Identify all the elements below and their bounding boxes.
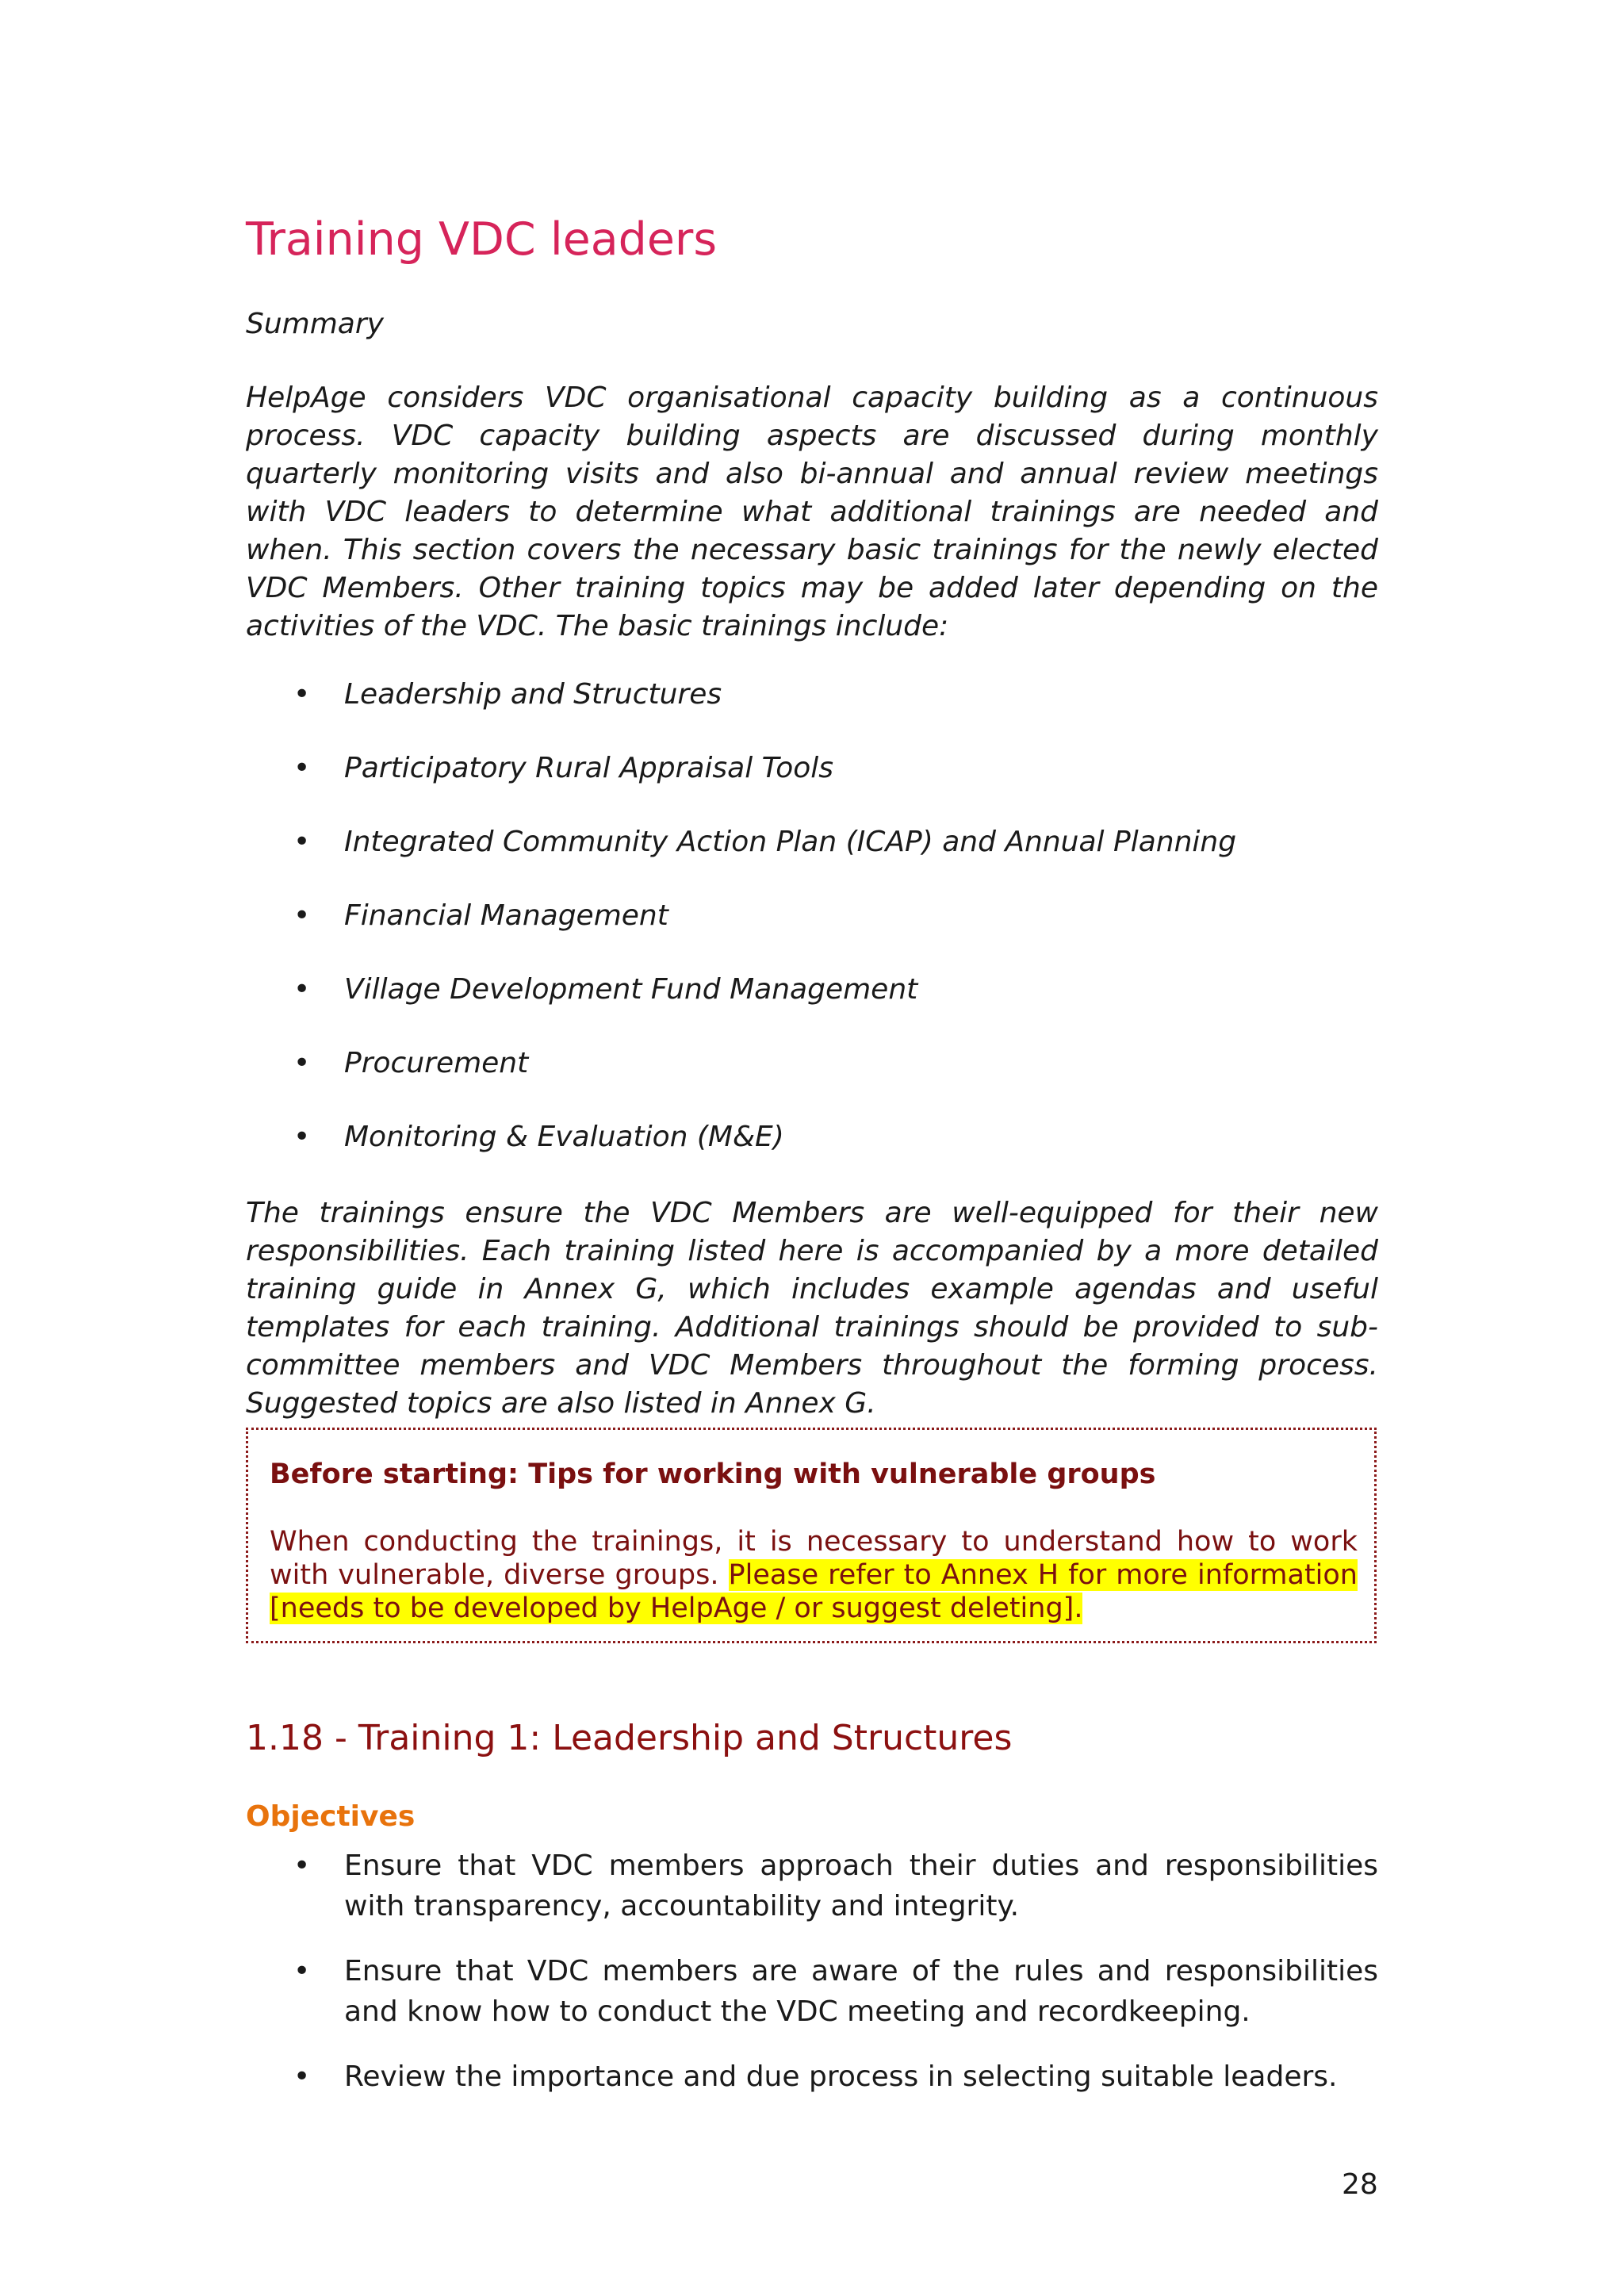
training-list [246,676,1378,1192]
bullet-icon: • [293,678,311,711]
bullet-icon: • [293,1121,311,1153]
section-heading: 1.18 - Training 1: Leadership and Structures [246,1718,1013,1758]
followup-paragraph: The trainings ensure the VDC Members are well-equipped for their new responsibilities. Each training listed here is accompanied by a more detailed training guide in Annex G, which includes example agendas and useful templates for each training. Additional trainings should be provided to sub-committee members and VDC Members throughout the forming process. Suggested topics are also listed in Annex G. [246,1197,1378,1420]
list-item [246,1118,1378,1192]
bullet-icon: • [293,2060,311,2093]
intro-paragraph: HelpAge considers VDC organisational capacity building as a continuous process. VDC capacity building aspects are discussed during monthly quarterly monitoring visits and also bi-annual and annual review meetings with VDC leaders to determine what additional trainings are needed and when. This section covers the necessary basic trainings for the newly elected VDC Members. Other training topics may be added later depending on the activities of the VDC. The basic trainings include: [246,381,1378,642]
bullet-icon: • [293,1849,311,1882]
bullet-icon: • [293,899,311,932]
objective-text: Ensure that VDC members approach their duties and responsibilities with transparency, accountability and integrity. [344,1849,1378,1922]
objective-text: Review the importance and due process in selecting suitable leaders. [344,2060,1338,2093]
list-item-label: Integrated Community Action Plan (ICAP) and Annual Planning [344,826,1237,858]
bullet-icon: • [293,826,311,858]
tip-box [246,1428,1377,1643]
page-number: 28 [1342,2168,1378,2201]
list-item [246,2056,1378,2097]
tip-box-text [270,1525,1358,1625]
bullet-icon: • [293,1047,311,1079]
list-item [246,897,1378,971]
objectives-heading: Objectives [246,1800,416,1833]
page-title: Training VDC leaders [246,213,718,266]
list-item-label: Monitoring & Evaluation (M&E) [344,1121,784,1153]
tip-box-title: Before starting: Tips for working with vulnerable groups [270,1458,1156,1490]
tip-box-text-plain: When conducting the trainings, it is necessary to understand how to work with vulnerable, diverse groups. [270,1526,1358,1591]
list-item-label: Procurement [344,1047,529,1079]
objective-text: Ensure that VDC members are aware of the rules and responsibilities and know how to conduct the VDC meeting and recordkeeping. [344,1955,1378,2028]
list-item [246,1951,1378,2032]
bullet-icon: • [293,973,311,1006]
bullet-icon: • [293,1955,311,1987]
list-item-label: Leadership and Structures [344,678,722,711]
list-item-label: Village Development Fund Management [344,973,918,1006]
list-item [246,1846,1378,1926]
list-item [246,676,1378,749]
list-item [246,1045,1378,1118]
summary-label: Summary [246,308,384,340]
list-item-label: Participatory Rural Appraisal Tools [344,752,834,784]
tip-box-highlighted-text: Please refer to Annex H for more information [needs to be developed by HelpAge / or suggest deleting]. [270,1559,1358,1624]
list-item [246,823,1378,897]
list-item [246,971,1378,1045]
objectives-list [246,1846,1378,2122]
list-item-label: Financial Management [344,899,668,932]
list-item [246,749,1378,823]
bullet-icon: • [293,752,311,784]
